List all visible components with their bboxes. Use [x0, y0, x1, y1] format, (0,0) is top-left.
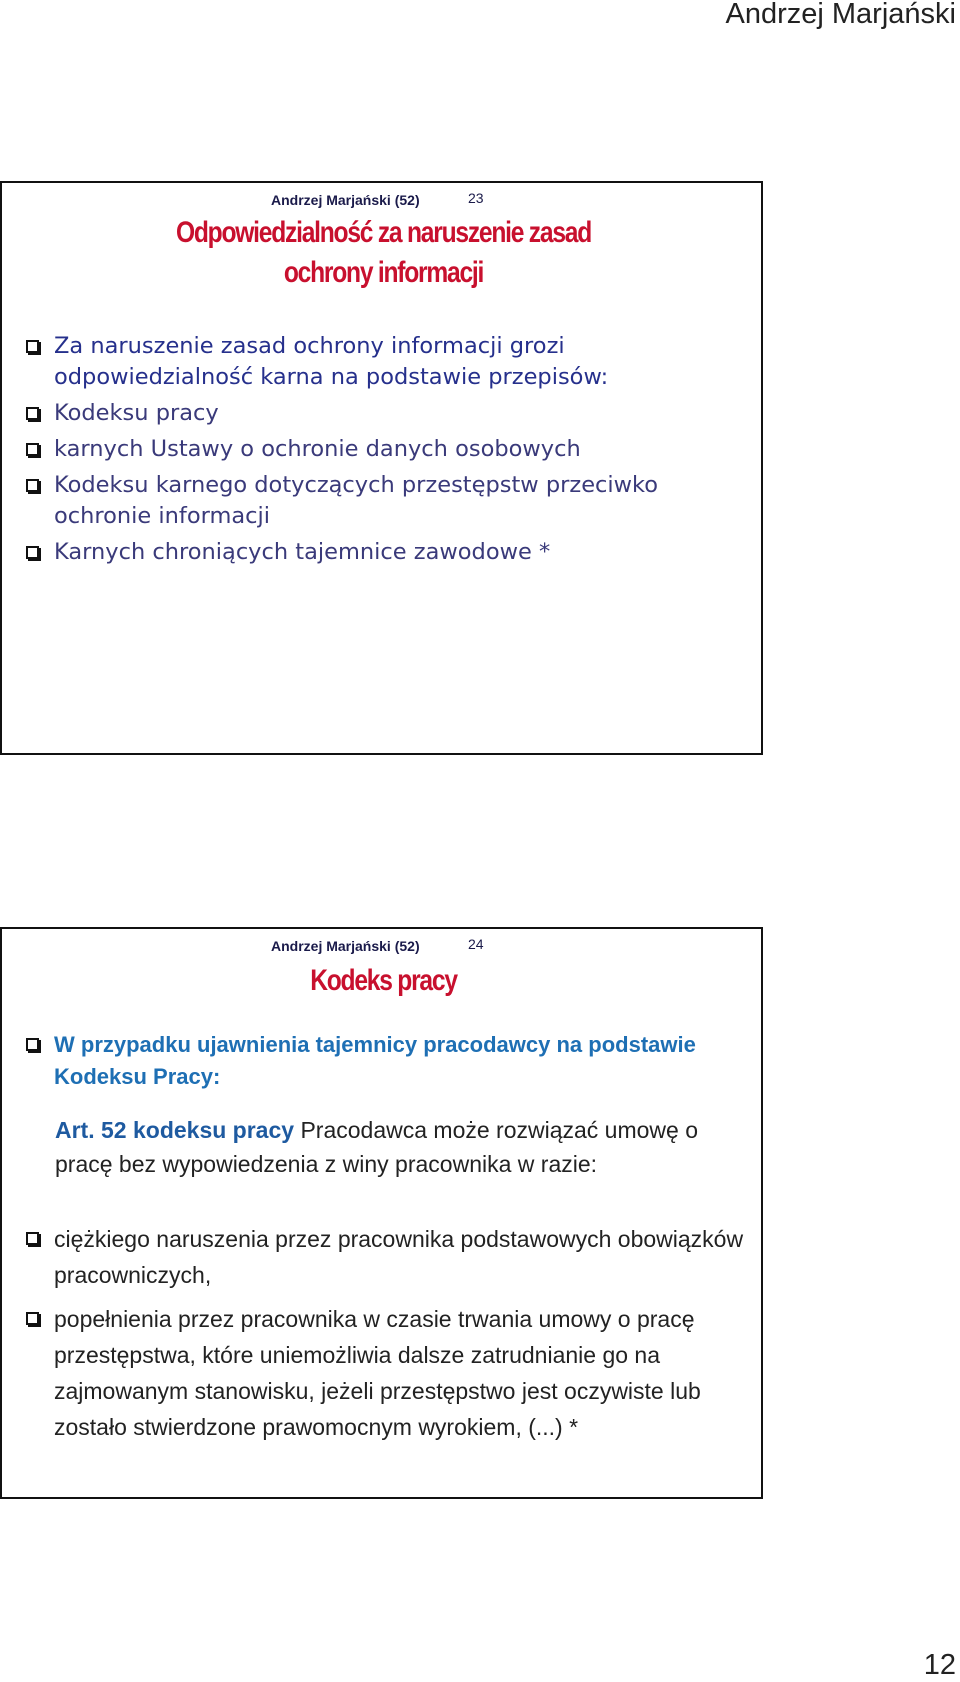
slide-title-line: Kodeks pracy [310, 964, 457, 997]
article-heading: Art. 52 kodeksu pracy [55, 1117, 295, 1143]
slide-title [71, 213, 697, 293]
page-header-author: Andrzej Marjański [725, 0, 956, 30]
article-paragraph [55, 1113, 751, 1181]
slide-number: 24 [468, 936, 484, 952]
bullet-list [24, 331, 751, 573]
slide-title-line: Odpowiedzialność za naruszenie zasad [175, 216, 592, 249]
bullet-text: Kodeksu pracy [54, 400, 219, 426]
slide-author: Andrzej Marjański (52) [271, 192, 420, 208]
bullet-text: karnych Ustawy o ochronie danych osobowych [54, 436, 581, 462]
bullet-item [24, 1029, 751, 1093]
checkbox-bullet-icon [26, 479, 39, 492]
bullet-item [24, 537, 751, 568]
checkbox-bullet-icon [26, 340, 39, 353]
bullet-text: popełnienia przez pracownika w czasie trwania umowy o pracę przestępstwa, które uniemożliwia dalsze zatrudnianie go na zajmowanym stanowisku, jeżeli przestępstwo jest oczywiste lub zostało stwierdzone prawomocnym wyrokiem, (...) * [54, 1306, 701, 1440]
bullet-text: Za naruszenie zasad ochrony informacji grozi odpowiedzialność karna na podstawie przepisów: [54, 333, 609, 390]
checkbox-bullet-icon [26, 1312, 39, 1325]
slide-24 [0, 927, 763, 1499]
checkbox-bullet-icon [26, 546, 39, 559]
article-text: Pracodawca może rozwiązać umowę o pracę bez wypowiedzenia z winy pracownika w razie: [55, 1117, 699, 1177]
slide-number: 23 [468, 190, 484, 206]
checkbox-bullet-icon [26, 1038, 39, 1051]
checkbox-bullet-icon [26, 1232, 39, 1245]
bullet-item [24, 331, 751, 393]
bullet-item [24, 398, 751, 429]
slide-title [71, 961, 697, 1001]
bullet-item [24, 1301, 751, 1445]
page-number: 12 [923, 1649, 956, 1681]
slide-23 [0, 181, 763, 755]
bullet-text: Kodeksu karnego dotyczących przestępstw przeciwko ochronie informacji [54, 472, 659, 529]
slide-author: Andrzej Marjański (52) [271, 938, 420, 954]
bullet-item [24, 470, 751, 532]
slide-title-line: ochrony informacji [283, 256, 484, 289]
bullet-item [24, 434, 751, 465]
checkbox-bullet-icon [26, 443, 39, 456]
bullet-text: ciężkiego naruszenia przez pracownika podstawowych obowiązków pracowniczych, [54, 1226, 744, 1288]
lead-bullet [24, 1029, 751, 1093]
bullet-text: Karnych chroniących tajemnice zawodowe * [54, 539, 551, 565]
bullet-text: W przypadku ujawnienia tajemnicy pracodawcy na podstawie Kodeksu Pracy: [54, 1032, 696, 1089]
checkbox-bullet-icon [26, 407, 39, 420]
bullet-list [24, 1221, 751, 1453]
bullet-item [24, 1221, 751, 1293]
